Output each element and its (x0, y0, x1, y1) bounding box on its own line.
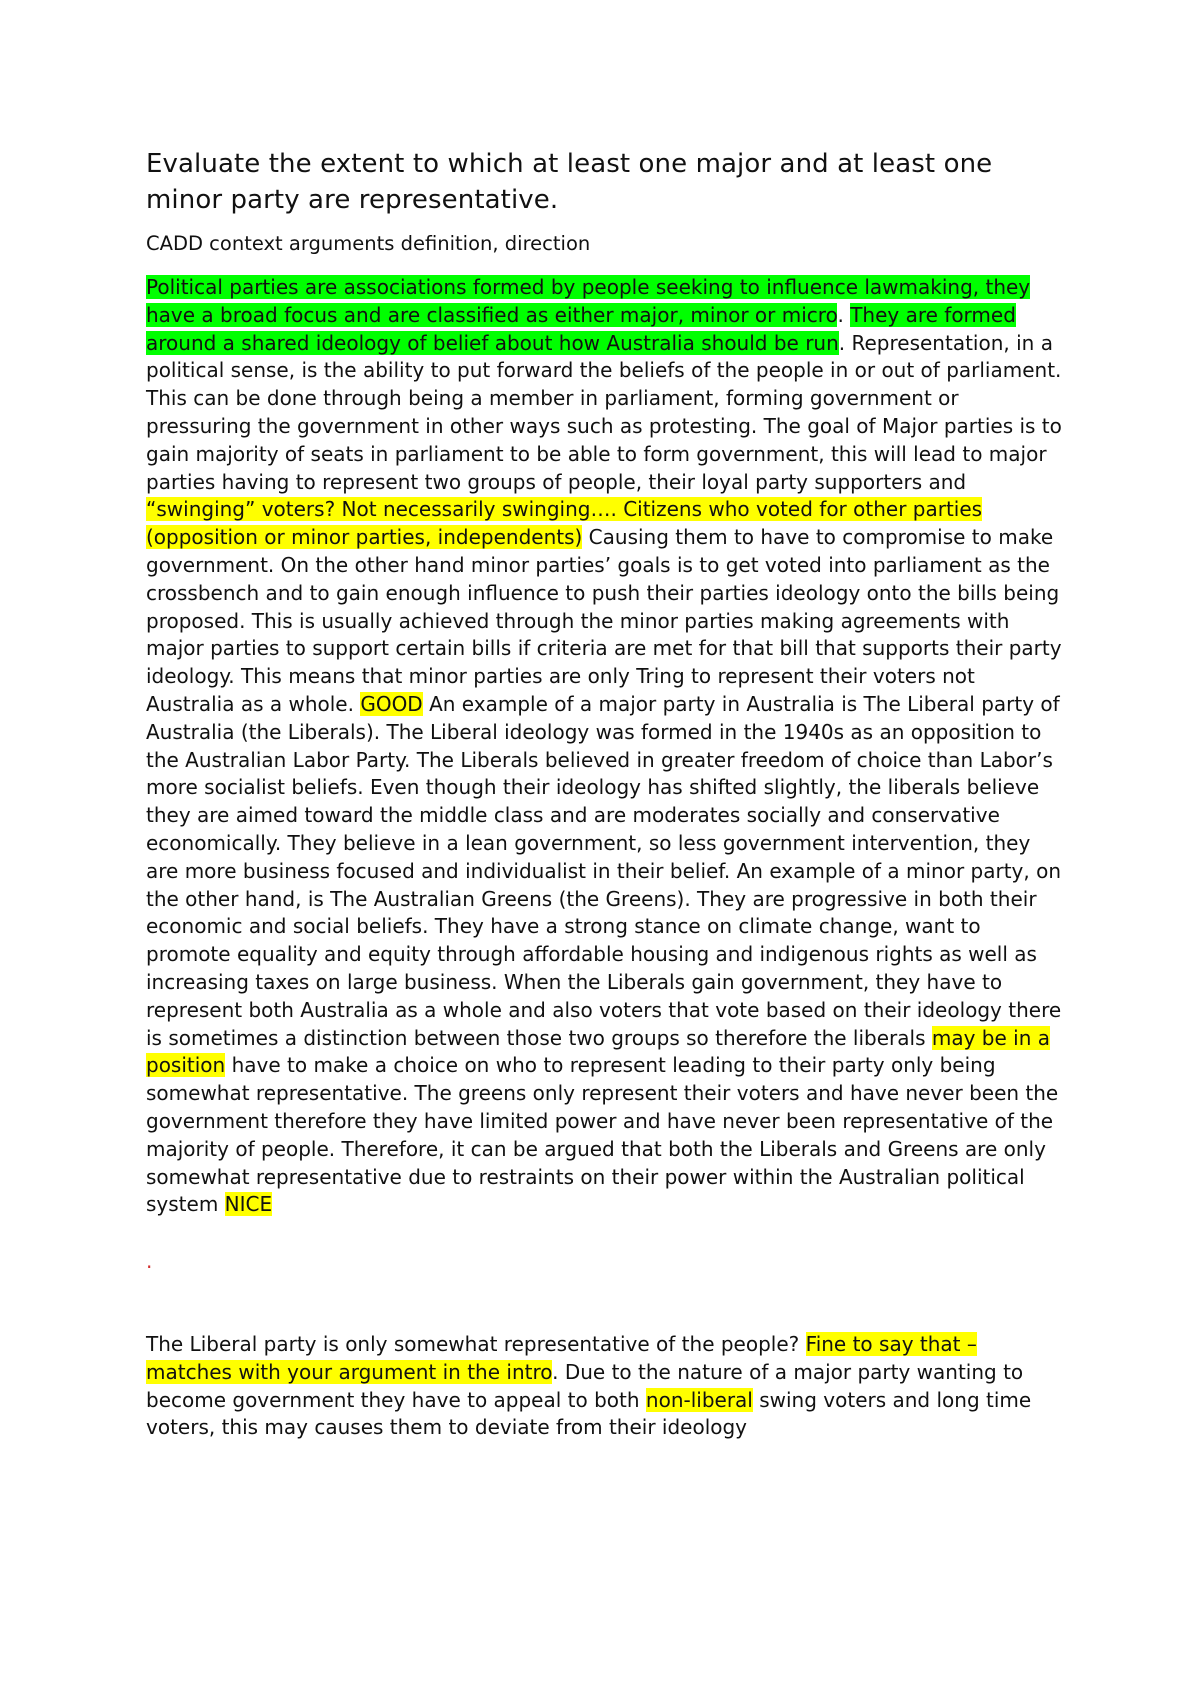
highlight-yellow-comment-fine: Fine to say that – matches with your argument in the intro (146, 1332, 977, 1384)
text-run: have to make a choice on who to represent leading to their party only being somewhat representative. The greens only represent their voters and have never been the government therefore they have limited power and have never been representative of the majority of people. Therefore, it can be argued that both the Liberals and Greens are only somewhat representative due to restraints on their power within the Australian political system (146, 1053, 1059, 1217)
text-run: An example of a major party in Australia is The Liberal party of Australia (the Liberals). The Liberal ideology was formed in the 1940s as an opposition to the Australian Labor Party. The Liberals believed in greater freedom of choice than Labor’s more socialist beliefs. Even though their ideology has shifted slightly, the liberals believe they are aimed toward the middle class and are moderates socially and conservative economically. They believe in a lean government, so less government intervention, they are more business focused and individualist in their belief. An example of a minor party, on the other hand, is The Australian Greens (the Greens). They are progressive in both their economic and social beliefs. They have a strong stance on climate change, want to promote equality and equity through affordable housing and indigenous rights as well as increasing taxes on large business. When the Liberals gain government, they have to represent both Australia as a whole and also voters that vote based on their ideology there is sometimes a distinction between those two groups so therefore the liberals (146, 691, 1062, 1050)
text-run: . Representation, in a political sense, is the ability to put forward the beliefs of the people in or out of parliament. This can be done through being a member in parliament, forming government or pressuring the government in other ways such as protesting. The goal of Major parties is to gain majority of seats in parliament to be able to form government, this will lead to major parties having to represent two groups of people, their loyal party supporters and (146, 330, 1062, 494)
text-run: Causing them to have to compromise to make government. On the other hand minor parties’ goals is to get voted into parliament as the crossbench and to gain enough influence to push their parties ideology onto the bills being proposed. This is usually achieved through the minor parties making agreements with major parties to support certain bills if criteria are met for that bill that supports their party ideology. This means that minor parties are only Tring to represent their voters not Australia as a whole. (146, 525, 1062, 716)
text-run: . Due to the nature of a major party wanting to become government they have to appeal to both (146, 1359, 1024, 1412)
document-page (146, 146, 1066, 1442)
essay-subtitle: CADD context arguments definition, direction (146, 232, 591, 255)
highlight-green-definition: Political parties are associations formed by people seeking to influence lawmaking, they have a broad focus and are classified as either major, minor or micro (146, 275, 1031, 327)
highlight-yellow-comment-nice: NICE (224, 1192, 273, 1217)
stray-dot: . (146, 1249, 153, 1274)
paragraph-body (146, 1331, 1066, 1442)
essay-title: Evaluate the extent to which at least one major and at least one minor party are representative. (146, 149, 993, 215)
highlight-green-ideology: They are formed around a shared ideology of belief about how Australia should be run (146, 302, 1016, 355)
text-run: . (837, 302, 844, 327)
text-run: swing voters and long time voters, this may causes them to deviate from their ideology (146, 1387, 1032, 1440)
paragraph-intro (146, 274, 1066, 1219)
highlight-yellow-comment-good: GOOD (360, 691, 423, 716)
highlight-yellow-nonliberal: non-liberal (645, 1387, 753, 1412)
highlight-yellow-comment-swinging: “swinging” voters? Not necessarily swinging…. Citizens who voted for other parties (opposition or minor parties, independents) (146, 497, 983, 550)
text-run: The Liberal party is only somewhat representative of the people? (146, 1332, 806, 1357)
highlight-yellow-position: may be in a position (146, 1025, 1050, 1078)
